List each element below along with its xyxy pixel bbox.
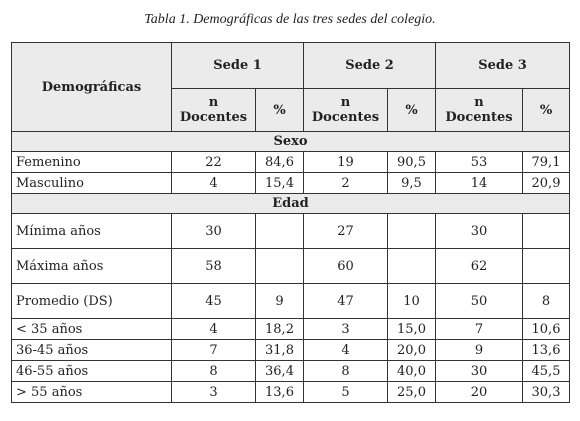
row-label: 36-45 años (12, 340, 172, 361)
cell-value: 50 (436, 284, 523, 319)
header-docentes: Docentes (311, 110, 380, 125)
header-sede-3: Sede 3 (436, 43, 570, 89)
row-label: Mínima años (12, 214, 172, 249)
cell-value (388, 214, 436, 249)
section-edad: Edad (12, 194, 570, 214)
cell-value (256, 249, 304, 284)
cell-value: 13,6 (523, 340, 570, 361)
cell-value: 45 (172, 284, 256, 319)
cell-value (388, 249, 436, 284)
row-label: Máxima años (12, 249, 172, 284)
row-label: Masculino (12, 173, 172, 194)
cell-value: 18,2 (256, 319, 304, 340)
cell-value: 15,0 (388, 319, 436, 340)
cell-value: 7 (436, 319, 523, 340)
cell-value: 79,1 (523, 152, 570, 173)
cell-value: 58 (172, 249, 256, 284)
cell-value: 36,4 (256, 361, 304, 382)
header-demograficas: Demográficas (12, 43, 172, 132)
header-n: n (208, 95, 219, 110)
row-label: < 35 años (12, 319, 172, 340)
table-row (12, 319, 570, 340)
table-row (12, 361, 570, 382)
cell-value: 53 (436, 152, 523, 173)
demographics-table (11, 42, 570, 403)
cell-value: 10 (388, 284, 436, 319)
cell-value: 22 (172, 152, 256, 173)
cell-value: 30,3 (523, 382, 570, 403)
cell-value: 45,5 (523, 361, 570, 382)
cell-value: 60 (304, 249, 388, 284)
table-row (12, 214, 570, 249)
header-pct: % (523, 89, 570, 132)
row-label: Femenino (12, 152, 172, 173)
table-row (12, 249, 570, 284)
header-sede-1: Sede 1 (172, 43, 304, 89)
cell-value: 20,0 (388, 340, 436, 361)
header-n-docentes (172, 89, 256, 132)
section-sexo: Sexo (12, 132, 570, 152)
cell-value: 4 (172, 173, 256, 194)
cell-value: 8 (523, 284, 570, 319)
table-row (12, 152, 570, 173)
cell-value: 27 (304, 214, 388, 249)
row-label: > 55 años (12, 382, 172, 403)
row-label: Promedio (DS) (12, 284, 172, 319)
cell-value: 40,0 (388, 361, 436, 382)
cell-value: 62 (436, 249, 523, 284)
header-pct: % (256, 89, 304, 132)
header-docentes: Docentes (445, 110, 513, 125)
cell-value (523, 249, 570, 284)
cell-value: 20,9 (523, 173, 570, 194)
header-n: n (340, 95, 351, 110)
cell-value: 31,8 (256, 340, 304, 361)
cell-value: 8 (172, 361, 256, 382)
cell-value: 7 (172, 340, 256, 361)
cell-value: 4 (172, 319, 256, 340)
cell-value: 4 (304, 340, 388, 361)
cell-value: 15,4 (256, 173, 304, 194)
cell-value: 47 (304, 284, 388, 319)
header-sede-2: Sede 2 (304, 43, 436, 89)
header-n-docentes (436, 89, 523, 132)
header-n-docentes (304, 89, 388, 132)
header-pct: % (388, 89, 436, 132)
cell-value: 19 (304, 152, 388, 173)
cell-value: 84,6 (256, 152, 304, 173)
cell-value: 9 (256, 284, 304, 319)
cell-value: 2 (304, 173, 388, 194)
cell-value: 5 (304, 382, 388, 403)
cell-value: 30 (436, 214, 523, 249)
cell-value (256, 214, 304, 249)
table-row (12, 284, 570, 319)
cell-value: 13,6 (256, 382, 304, 403)
row-label: 46-55 años (12, 361, 172, 382)
cell-value: 10,6 (523, 319, 570, 340)
cell-value: 30 (436, 361, 523, 382)
cell-value: 8 (304, 361, 388, 382)
header-n: n (474, 95, 484, 110)
table-row (12, 173, 570, 194)
table-caption: Tabla 1. Demográficas de las tres sedes del colegio. (144, 12, 436, 27)
table-row (12, 340, 570, 361)
cell-value: 90,5 (388, 152, 436, 173)
header-docentes: Docentes (179, 110, 248, 125)
cell-value: 30 (172, 214, 256, 249)
cell-value: 25,0 (388, 382, 436, 403)
cell-value: 3 (304, 319, 388, 340)
cell-value (523, 214, 570, 249)
cell-value: 3 (172, 382, 256, 403)
table-row (12, 382, 570, 403)
cell-value: 20 (436, 382, 523, 403)
cell-value: 9 (436, 340, 523, 361)
cell-value: 9,5 (388, 173, 436, 194)
cell-value: 14 (436, 173, 523, 194)
